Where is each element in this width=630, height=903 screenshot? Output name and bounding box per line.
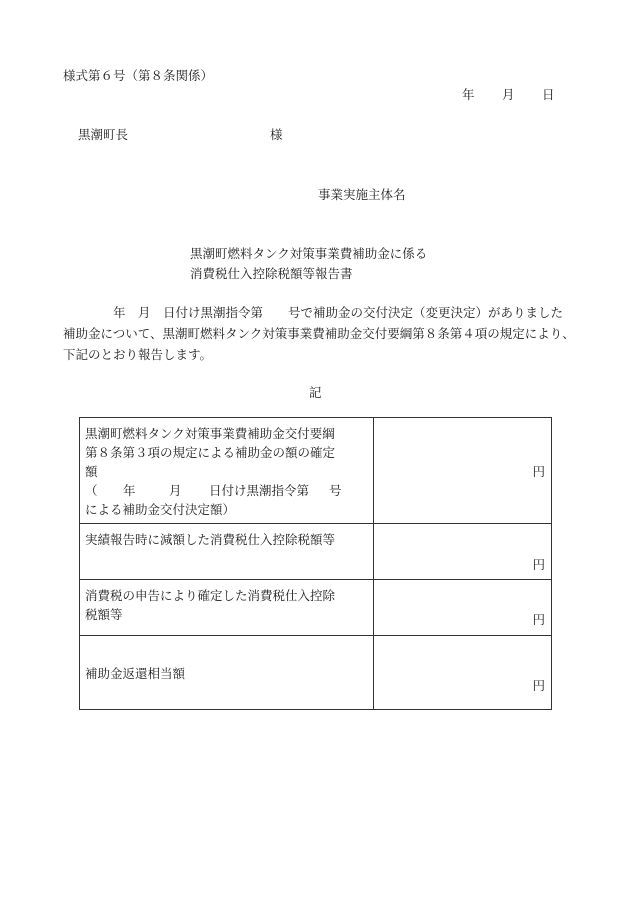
- label-line: 消費税の申告により確定した消費税仕入控除: [85, 588, 336, 603]
- applicant-label: 事業実施主体名: [318, 187, 406, 202]
- date-year: 年: [462, 87, 475, 102]
- body-paragraph: 年 月 日付け黒潮指令第 号で補助金の交付決定（変更決定）がありました補助金について、黒潮町燃料タンク対策事業費補助金交付要綱第８条第４項の規定により、下記のとおり報告します。: [63, 305, 575, 362]
- row-label: [80, 418, 374, 524]
- amount-cell[interactable]: [374, 418, 552, 524]
- document-title: [190, 244, 427, 284]
- addressee: [78, 125, 283, 143]
- row-label: 補助金返還相当額: [80, 636, 374, 710]
- paren-open: （: [85, 483, 98, 498]
- date-month: 月: [502, 87, 515, 102]
- addressee-honorific: 様: [270, 127, 283, 142]
- ki-heading: 記: [309, 385, 322, 400]
- amount-cell[interactable]: [374, 636, 552, 710]
- ref-number: 号: [329, 483, 342, 498]
- table-row: [80, 580, 552, 636]
- row-label: [80, 580, 374, 636]
- yen-unit: 円: [532, 557, 545, 572]
- title-line-1: 黒潮町燃料タンク対策事業費補助金に係る: [190, 246, 428, 261]
- date-day: 日: [542, 87, 555, 102]
- yen-unit: 円: [532, 464, 545, 479]
- label-line: による補助金交付決定額）: [85, 502, 236, 517]
- table-row: [80, 524, 552, 580]
- form-number: 様式第６号（第８条関係）: [63, 68, 214, 83]
- row-label: 実績報告時に減額した消費税仕入控除税額等: [80, 524, 374, 580]
- decision-reference-line: [85, 481, 367, 500]
- table-row: [80, 636, 552, 710]
- date-line: [462, 85, 555, 103]
- ref-text: 日付け黒潮指令第: [209, 483, 310, 498]
- label-line: 黒潮町燃料タンク対策事業費補助金交付要綱: [85, 426, 335, 441]
- ref-month: 月: [169, 483, 182, 498]
- yen-unit: 円: [532, 612, 545, 627]
- label-line: 税額等: [85, 607, 123, 622]
- title-line-2: 消費税仕入控除税額等報告書: [190, 266, 353, 281]
- label-line: 額: [85, 464, 98, 479]
- amount-cell[interactable]: [374, 524, 552, 580]
- label-line: 第８条第３項の規定による補助金の額の確定: [85, 445, 336, 460]
- report-table: [79, 417, 552, 710]
- table-row: [80, 418, 552, 524]
- addressee-name: 黒潮町長: [78, 127, 129, 142]
- yen-unit: 円: [532, 678, 545, 693]
- amount-cell[interactable]: [374, 580, 552, 636]
- ref-year: 年: [123, 483, 136, 498]
